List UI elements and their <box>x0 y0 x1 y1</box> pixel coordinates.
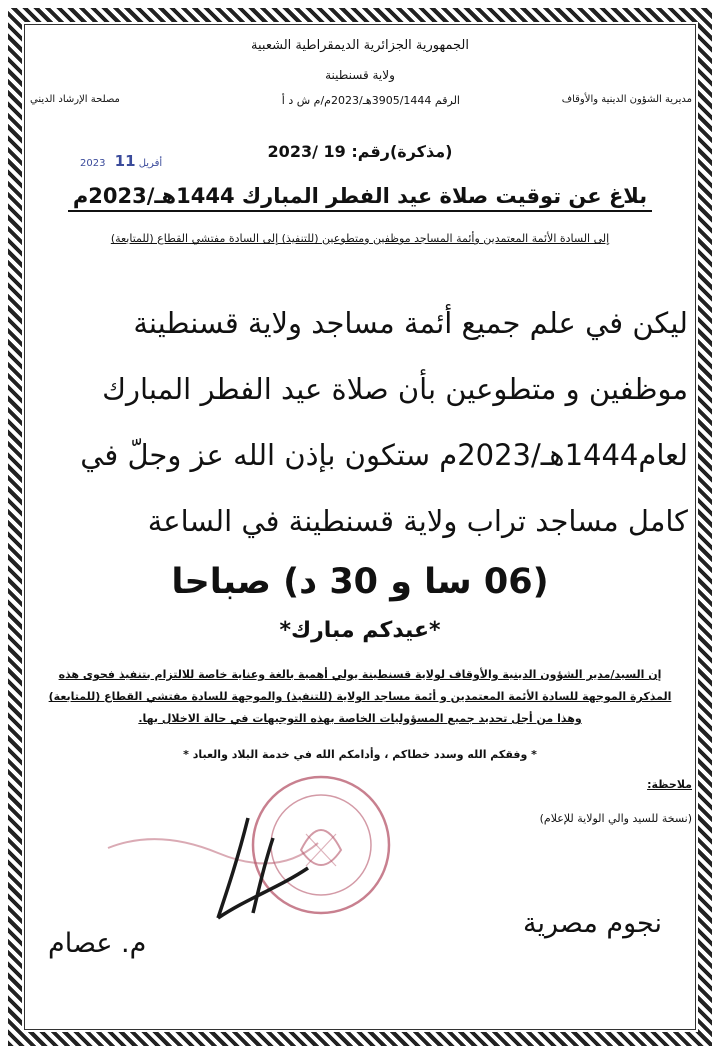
body-line: ليكن في علم جميع أئمة مساجد ولاية قسنطينة <box>133 306 688 340</box>
received-stamp-date: 2023 أفريل <box>80 158 163 169</box>
signer-right-name: نجوم مصرية <box>523 908 662 939</box>
announcement-body <box>32 290 688 554</box>
memo-number: (مذكرة)رقم: 19 /2023 <box>267 142 453 161</box>
notice-line: المذكرة الموجهة للسادة الأئمة المعتمدين و أئمة مساجد الولاية (للتنفيذ) والموجهة للسادة مفتشي القطاع (للمتابعة) <box>48 690 672 703</box>
handwritten-signature-icon <box>98 798 328 928</box>
prayer-time: (06 سا و 30 د) صباحا <box>171 562 549 602</box>
notice-line: وهذا من أجل تحديد جميع المسؤوليات الخاصة بهذه التوجيهات في حالة الاخلال بها. <box>138 712 582 725</box>
received-stamp-day: 11 <box>114 152 136 170</box>
notice-paragraph <box>28 664 692 730</box>
document-page <box>28 28 692 1026</box>
notice-line: إن السيد/مدير الشؤون الدينية والأوقاف لولاية قسنطينة يولي أهمية بالغة وعناية خاصة للالتزام بتنفيذ فحوى هذه <box>58 668 662 681</box>
document-title: بلاغ عن توقيت صلاة عيد الفطر المبارك 1444هـ/2023م <box>68 184 652 212</box>
wilaya-header: ولاية قسنطينة <box>325 68 395 82</box>
note-copy: (نسخة للسيد والي الولاية للإعلام) <box>539 812 692 825</box>
eid-greeting: *عيدكم مبارك* <box>279 618 441 643</box>
signer-left-name: م. عصام <box>48 928 147 959</box>
closing-wishes: * وفقكم الله وسدد خطاكم ، وأدامكم الله في خدمة البلاد والعباد * <box>183 748 537 761</box>
directorate-label: مديرية الشؤون الدينية والأوقاف <box>561 94 692 105</box>
body-line: كامل مساجد تراب ولاية قسنطينة في الساعة <box>147 504 688 538</box>
body-line: لعام1444هـ/2023م ستكون بإذن الله عز وجلّ في <box>80 438 688 472</box>
reference-number: الرقم 3905/1444هـ/2023م/م ش د أ <box>281 94 460 107</box>
received-date-stamp <box>80 152 162 170</box>
note-label: ملاحظة: <box>647 778 692 791</box>
service-label: مصلحة الإرشاد الديني <box>30 94 120 105</box>
body-line: موظفين و متطوعين بأن صلاة عيد الفطر المبارك <box>102 372 688 406</box>
republic-header: الجمهورية الجزائرية الديمقراطية الشعبية <box>251 38 469 53</box>
recipients-line: إلى السادة الأئمة المعتمدين وأئمة المساجد موظفين ومتطوعين (للتنفيذ) إلى السادة مفتشي القطاع (للمتابعة) <box>110 232 610 245</box>
